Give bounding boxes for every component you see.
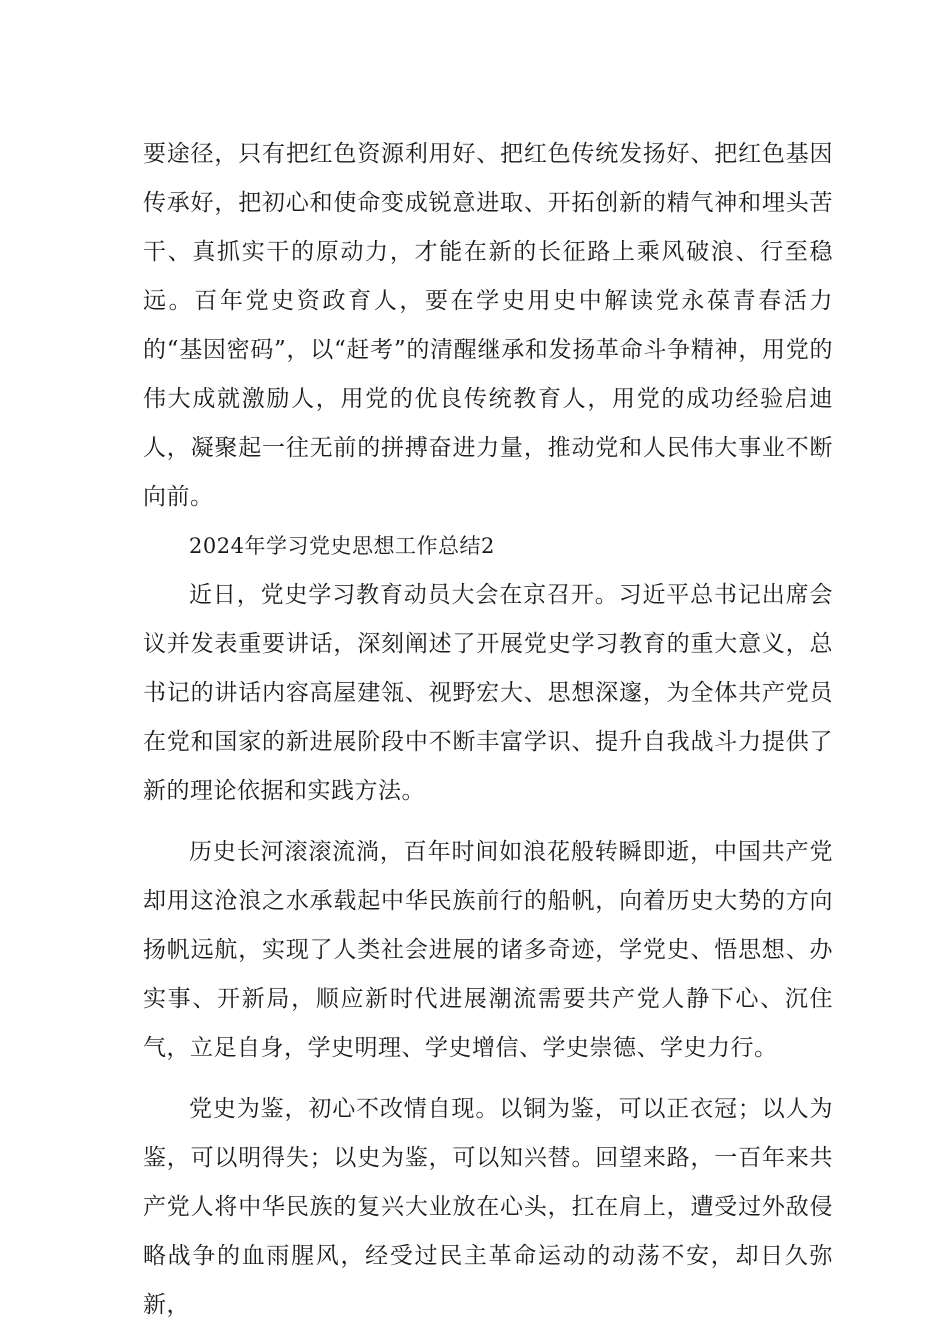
section-heading: 2024年学习党史思想工作总结2 — [189, 534, 495, 558]
paragraph: 历史长河滚滚流淌，百年时间如浪花般转瞬即逝，中国共产党却用这沧浪之水承载起中华民族前行的船帆，向着历史大势的方向扬帆远航，实现了人类社会进展的诸多奇迹，学党史、悟思想、办实事、开新局，顺应新时代进展潮流需要共产党人静下心、沉住气，立足自身，学史明理、学史增信、学史崇德、学史力行。 — [143, 839, 833, 1061]
paragraph-continued: 要途径，只有把红色资源利用好、把红色传统发扬好、把红色基因传承好，把初心和使命变成锐意进取、开拓创新的精气神和埋头苦干、真抓实干的原动力，才能在新的长征路上乘风破浪、行至稳远。百年党史资政育人，要在学史用史中解读党永葆青春活力的“基因密码”，以“赶考”的清醒继承和发扬革命斗争精神，用党的伟大成就激励人，用党的优良传统教育人，用党的成功经验启迪人，凝聚起一往无前的拼搏奋进力量，推动党和人民伟大事业不断向前。 — [143, 141, 833, 510]
paragraph: 党史为鉴，初心不改情自现。以铜为鉴，可以正衣冠；以人为鉴，可以明得失；以史为鉴，可以知兴替。回望来路，一百年来共产党人将中华民族的复兴大业放在心头，扛在肩上，遭受过外敌侵略战争的血雨腥风，经受过民主革命运动的动荡不安，却日久弥新， — [143, 1096, 833, 1318]
paragraph: 近日，党史学习教育动员大会在京召开。习近平总书记出席会议并发表重要讲话，深刻阐述了开展党史学习教育的重大意义，总书记的讲话内容高屋建瓴、视野宏大、思想深邃，为全体共产党员在党和国家的新进展阶段中不断丰富学识、提升自我战斗力提供了新的理论依据和实践方法。 — [143, 582, 833, 804]
document-body — [143, 130, 833, 1330]
